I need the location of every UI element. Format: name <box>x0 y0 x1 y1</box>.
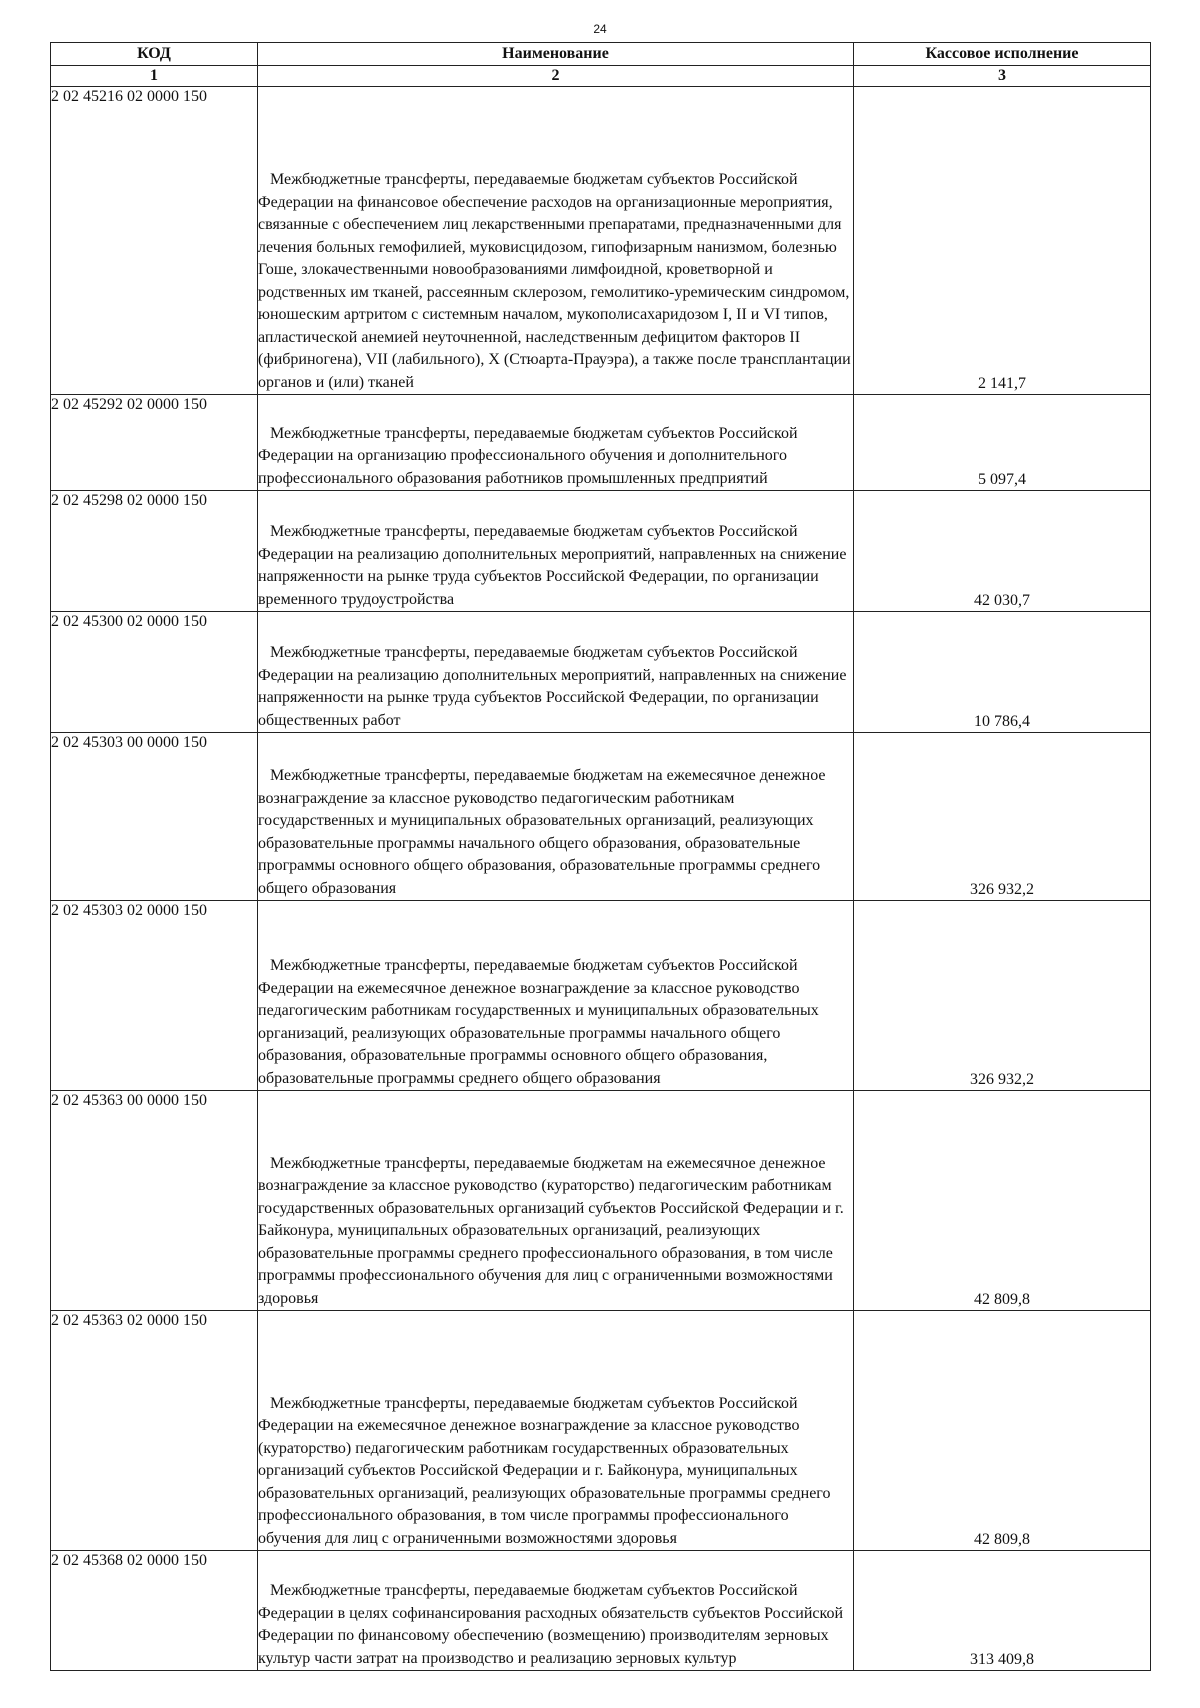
column-number-amount: 3 <box>854 66 1151 87</box>
table-row <box>51 733 1151 901</box>
header-code: КОД <box>51 43 258 66</box>
row-name: Межбюджетные трансферты, передаваемые бюджетам на ежемесячное денежное вознаграждение за классное руководство педагогическим работникам государственных и муниципальных образовательных организаций, реализующих образовательные программы начального общего образования, образовательные программы основного общего образования, образовательные программы среднего общего образования <box>258 767 826 897</box>
column-number-code: 1 <box>51 66 258 87</box>
header-name: Наименование <box>258 43 854 66</box>
header-amount: Кассовое исполнение <box>854 43 1151 66</box>
table-row <box>51 901 1151 1091</box>
row-code: 2 02 45368 02 0000 150 <box>51 1551 258 1671</box>
row-amount: 42 809,8 <box>854 1091 1151 1311</box>
row-name: Межбюджетные трансферты, передаваемые бюджетам субъектов Российской Федерации на ежемесячное денежное вознаграждение за классное руководство педагогическим работникам государственных и муниципальных образовательных организаций, реализующих образовательные программы начального общего образования, образовательные программы основного общего образования, образовательные программы среднего общего образования <box>258 957 819 1087</box>
row-amount: 5 097,4 <box>854 395 1151 491</box>
row-code: 2 02 45303 00 0000 150 <box>51 733 258 901</box>
column-number-row <box>51 66 1151 87</box>
row-amount: 42 809,8 <box>854 1311 1151 1551</box>
row-name: Межбюджетные трансферты, передаваемые бюджетам субъектов Российской Федерации на финансовое обеспечение расходов на организационные мероприятия, связанные с обеспечением лиц лекарственными препаратами, предназначенными для лечения больных гемофилией, муковисцидозом, гипофизарным нанизмом, болезнью Гоше, злокачественными новообразованиями лимфоидной, кроветворной и родственных им тканей, рассеянным склерозом, гемолитико-уремическим синдромом, юношеским артритом с системным началом, мукополисахаридозом I, II и VI типов, апластической анемией неуточненной, наследственным дефицитом факторов II (фибриногена), VII (лабильного), X (Стюарта-Прауэра), а также после трансплантации органов и (или) тканей <box>258 171 851 391</box>
table-row <box>51 1551 1151 1671</box>
row-amount: 10 786,4 <box>854 612 1151 733</box>
row-code: 2 02 45300 02 0000 150 <box>51 612 258 733</box>
row-code: 2 02 45363 00 0000 150 <box>51 1091 258 1311</box>
budget-table <box>50 42 1151 1671</box>
row-name: Межбюджетные трансферты, передаваемые бюджетам на ежемесячное денежное вознаграждение за классное руководство (кураторство) педагогическим работникам государственных образовательных организаций субъектов Российской Федерации и г. Байконура, муниципальных образовательных организаций, реализующих образовательные программы среднего профессионального образования, в том числе программы профессионального обучения для лиц с ограниченными возможностями здоровья <box>258 1154 844 1307</box>
column-number-name: 2 <box>258 66 854 87</box>
row-name: Межбюджетные трансферты, передаваемые бюджетам субъектов Российской Федерации в целях софинансирования расходных обязательств субъектов Российской Федерации по финансовому обеспечению (возмещению) производителям зерновых культур части затрат на производство и реализацию зерновых культур <box>258 1582 844 1667</box>
row-code: 2 02 45292 02 0000 150 <box>51 395 258 491</box>
table-row <box>51 87 1151 395</box>
row-name: Межбюджетные трансферты, передаваемые бюджетам субъектов Российской Федерации на ежемесячное денежное вознаграждение за классное руководство (кураторство) педагогическим работникам государственных образовательных организаций субъектов Российской Федерации и г. Байконура, муниципальных образовательных организаций, реализующих образовательные программы среднего профессионального образования, в том числе программы профессионального обучения для лиц с ограниченными возможностями здоровья <box>258 1394 831 1547</box>
row-name: Межбюджетные трансферты, передаваемые бюджетам субъектов Российской Федерации на реализацию дополнительных мероприятий, направленных на снижение напряженности на рынке труда субъектов Российской Федерации, по организации общественных работ <box>258 644 847 729</box>
row-amount: 42 030,7 <box>854 491 1151 612</box>
row-code: 2 02 45216 02 0000 150 <box>51 87 258 395</box>
row-code: 2 02 45298 02 0000 150 <box>51 491 258 612</box>
row-name: Межбюджетные трансферты, передаваемые бюджетам субъектов Российской Федерации на организацию профессионального обучения и дополнительного профессионального образования работников промышленных предприятий <box>258 424 798 487</box>
header-row <box>51 43 1151 66</box>
table-row <box>51 1311 1151 1551</box>
row-name: Межбюджетные трансферты, передаваемые бюджетам субъектов Российской Федерации на реализацию дополнительных мероприятий, направленных на снижение напряженности на рынке труда субъектов Российской Федерации, по организации временного трудоустройства <box>258 523 847 608</box>
row-amount: 326 932,2 <box>854 901 1151 1091</box>
page-number: 24 <box>593 22 607 36</box>
row-amount: 2 141,7 <box>854 87 1151 395</box>
table-row <box>51 491 1151 612</box>
row-code: 2 02 45303 02 0000 150 <box>51 901 258 1091</box>
table-row <box>51 612 1151 733</box>
table-row <box>51 1091 1151 1311</box>
row-amount: 326 932,2 <box>854 733 1151 901</box>
table-row <box>51 395 1151 491</box>
row-amount: 313 409,8 <box>854 1551 1151 1671</box>
row-code: 2 02 45363 02 0000 150 <box>51 1311 258 1551</box>
